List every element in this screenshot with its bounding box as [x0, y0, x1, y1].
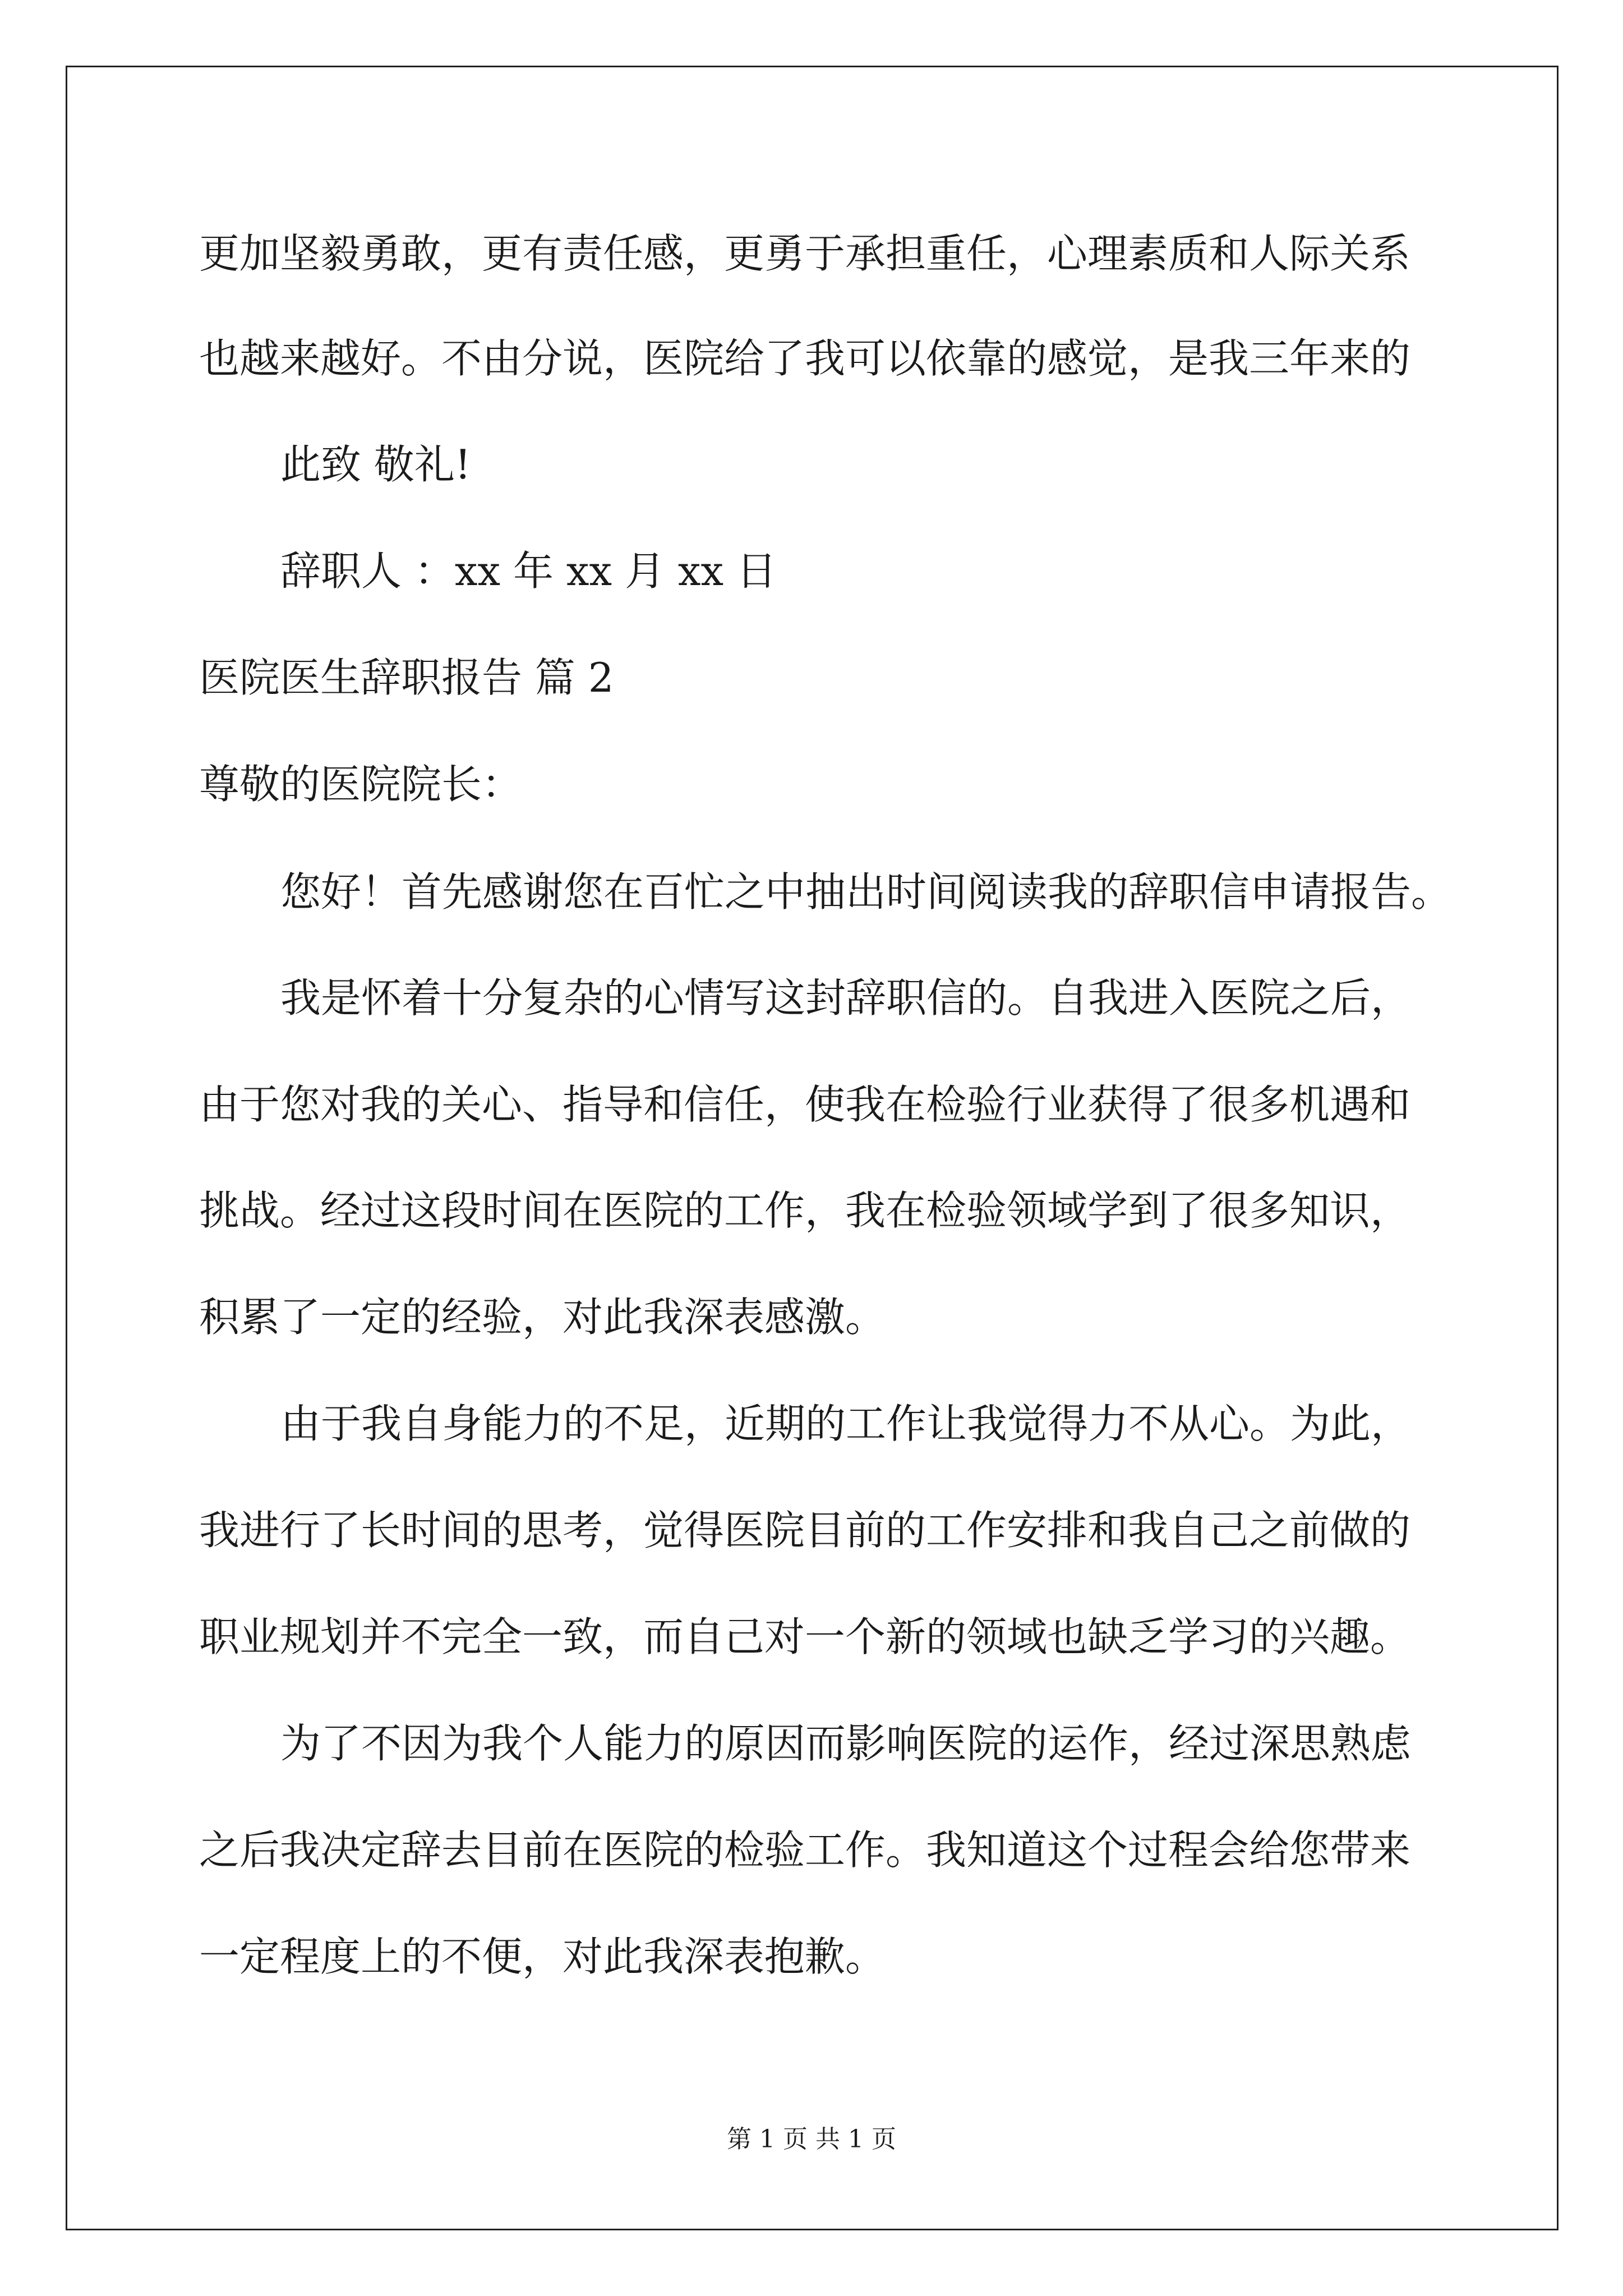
paragraph-line: 您好！首先感谢您在百忙之中抽出时间阅读我的辞职信申请报告。 — [280, 868, 1452, 915]
page-footer: 第 1 页 共 1 页 — [727, 2125, 896, 2154]
section-title: 医院医生辞职报告 篇 2 — [199, 654, 614, 701]
paragraph-line: 职业规划并不完全一致，而自己对一个新的领域也缺乏学习的兴趣。 — [199, 1613, 1411, 1660]
signature-line: 辞职人 ：xx 年 xx 月 xx 日 — [280, 547, 777, 595]
paragraph-line: 挑战。经过这段时间在医院的工作，我在检验领域学到了很多知识， — [199, 1187, 1411, 1234]
paragraph-line: 我是怀着十分复杂的心情写这封辞职信的。自我进入医院之后， — [280, 974, 1412, 1022]
paragraph-line: 由于您对我的关心、指导和信任，使我在检验行业获得了很多机遇和 — [199, 1081, 1411, 1128]
page-border — [66, 66, 1559, 2230]
paragraph-line: 之后我决定辞去目前在医院的检验工作。我知道这个过程会给您带来 — [199, 1826, 1411, 1874]
paragraph-line: 为了不因为我个人能力的原因而影响医院的运作，经过深思熟虑 — [280, 1720, 1412, 1767]
body-line-2: 也越来越好。不由分说，医院给了我可以依靠的感觉，是我三年来的 — [199, 335, 1411, 382]
paragraph-line: 一定程度上的不便，对此我深表抱歉。 — [199, 1933, 886, 1980]
paragraph-line: 我进行了长时间的思考，觉得医院目前的工作安排和我自己之前做的 — [199, 1507, 1411, 1554]
paragraph-line: 积累了一定的经验，对此我深表感激。 — [199, 1294, 886, 1341]
closing-salutation: 此致 敬礼! — [280, 441, 471, 488]
paragraph-line: 由于我自身能力的不足，近期的工作让我觉得力不从心。为此， — [280, 1400, 1412, 1447]
body-line-1: 更加坚毅勇敢，更有责任感，更勇于承担重任，心理素质和人际关系 — [199, 230, 1411, 277]
salutation: 尊敬的医院院长： — [199, 761, 523, 808]
